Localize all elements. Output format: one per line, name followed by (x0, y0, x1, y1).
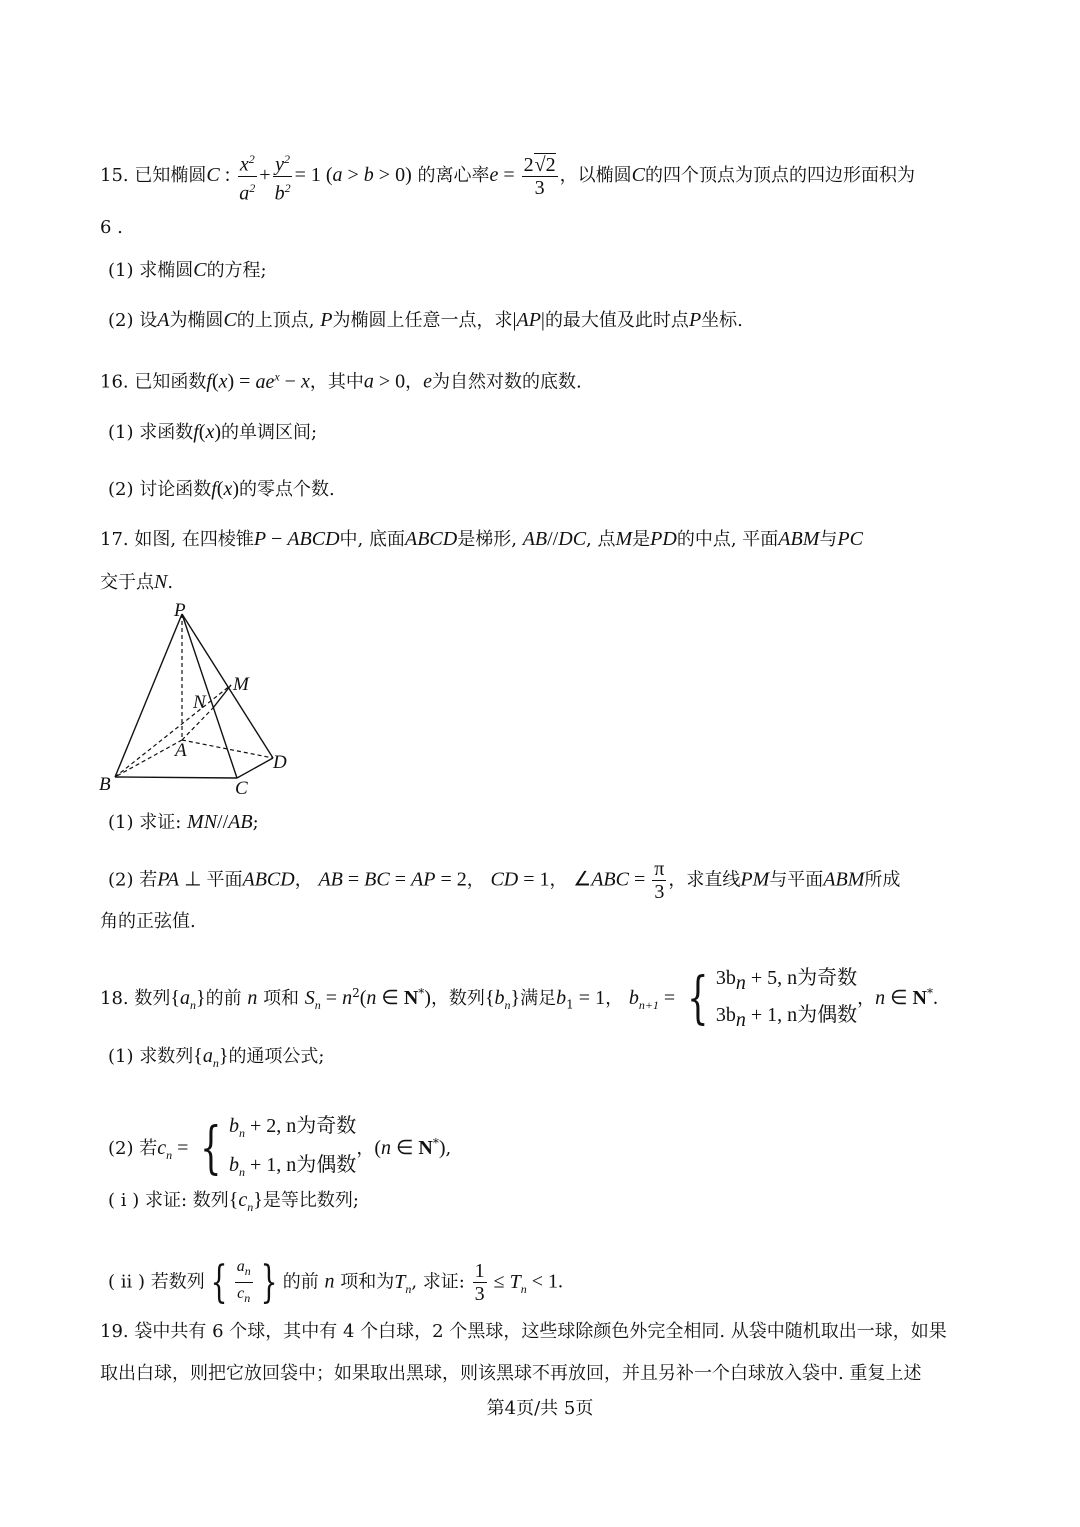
edge-CD (237, 758, 273, 778)
q18-part2-ii: ( ii ) 若数列 { $\frac{a_n}{c_n}$ } 的前 n 项和为$T_n$, 求证: $\frac{1}{3}$ ≤ $T_n < 1$. (108, 1256, 563, 1308)
edge-PD (182, 614, 273, 758)
q19-line1: 19. 袋中共有 6 个球，其中有 4 个白球，2 个黑球，这些球除颜色外完全相同. 从袋中随机取出一球，如果 (100, 1321, 947, 1342)
edge-PB (115, 614, 182, 777)
q17-part2: (2) 若PA ⊥ 平面ABCD， AB = BC = AP = 2， CD = 1， ∠ABC = $\frac{\pi}{3}$ ，求直线PM与平面ABM所成 (108, 858, 901, 903)
label-D: D (273, 752, 287, 773)
q16-part1: (1) 求函数f(x)的单调区间; (108, 421, 318, 443)
edge-PC (182, 614, 237, 778)
page-footer: 第4页/共 5页 (486, 1398, 594, 1419)
q16-part2: (2) 讨论函数f(x)的零点个数. (108, 478, 335, 500)
q18-stem: 18. 数列$\{a_n\}$的前 n 项和 $S_n = n^2(n$ ∈ N*)，数列$\{b_n\}$满足$b_1 = 1$， $b_{n+1}$ = { $3b_n + 5$, n为奇数 $3b_n + 1$, n为偶数 ，n ∈ N*. (100, 966, 938, 1031)
label-M: M (233, 674, 249, 695)
q16-stem: 16. 已知函数$f(x) = ae^x - x$，其中a > 0，e为自然对数的底数. (100, 369, 582, 393)
q17-part1: (1) 求证: MN//AB; (108, 811, 259, 833)
q15-stem: 15. 已知椭圆C : $\frac{x^2}{a^2}$ + $\frac{y^2}{b^2}$ = 1 (a > b > 0) 的离心率e = $\frac{2√2}{3}$ ，以椭圆C的四个顶点为顶点的四边形面积为 (100, 148, 915, 204)
q18-part1: (1) 求数列$\{a_n\}$的通项公式; (108, 1045, 325, 1070)
edge-BC (115, 777, 237, 778)
label-A: A (175, 740, 187, 761)
segment-BM (115, 685, 231, 777)
q15-stem-continued: 6 . (100, 217, 123, 238)
label-N: N (193, 692, 206, 713)
q17-stem-continued: 交于点N. (100, 571, 174, 593)
q15-part1: (1) 求椭圆C的方程; (108, 259, 267, 281)
q18-part2-i: ( i ) 求证: 数列$\{c_n\}$是等比数列; (108, 1189, 359, 1214)
q19-line2: 取出白球，则把它放回袋中；如果取出黑球，则该黑球不再放回，并且另补一个白球放入袋中. 重复上述 (100, 1363, 922, 1384)
label-B: B (99, 774, 111, 795)
label-P: P (174, 600, 186, 621)
edge-AB (115, 740, 182, 777)
q15-part2: (2) 设A为椭圆C的上顶点, P为椭圆上任意一点，求|AP|的最大值及此时点P坐标. (108, 309, 743, 331)
pyramid-figure (95, 600, 305, 800)
q17-part2-continued: 角的正弦值. (100, 911, 196, 932)
q17-stem: 17. 如图, 在四棱锥P − ABCD中, 底面ABCD是梯形, AB//DC, 点M是PD的中点, 平面ABM与PC (100, 528, 863, 550)
label-C: C (235, 778, 248, 799)
q18-part2: (2) 若$c_n$ = { $b_n + 2$, n为奇数 $b_n + 1$, n为偶数 ，(n ∈ N*), (108, 1115, 452, 1181)
